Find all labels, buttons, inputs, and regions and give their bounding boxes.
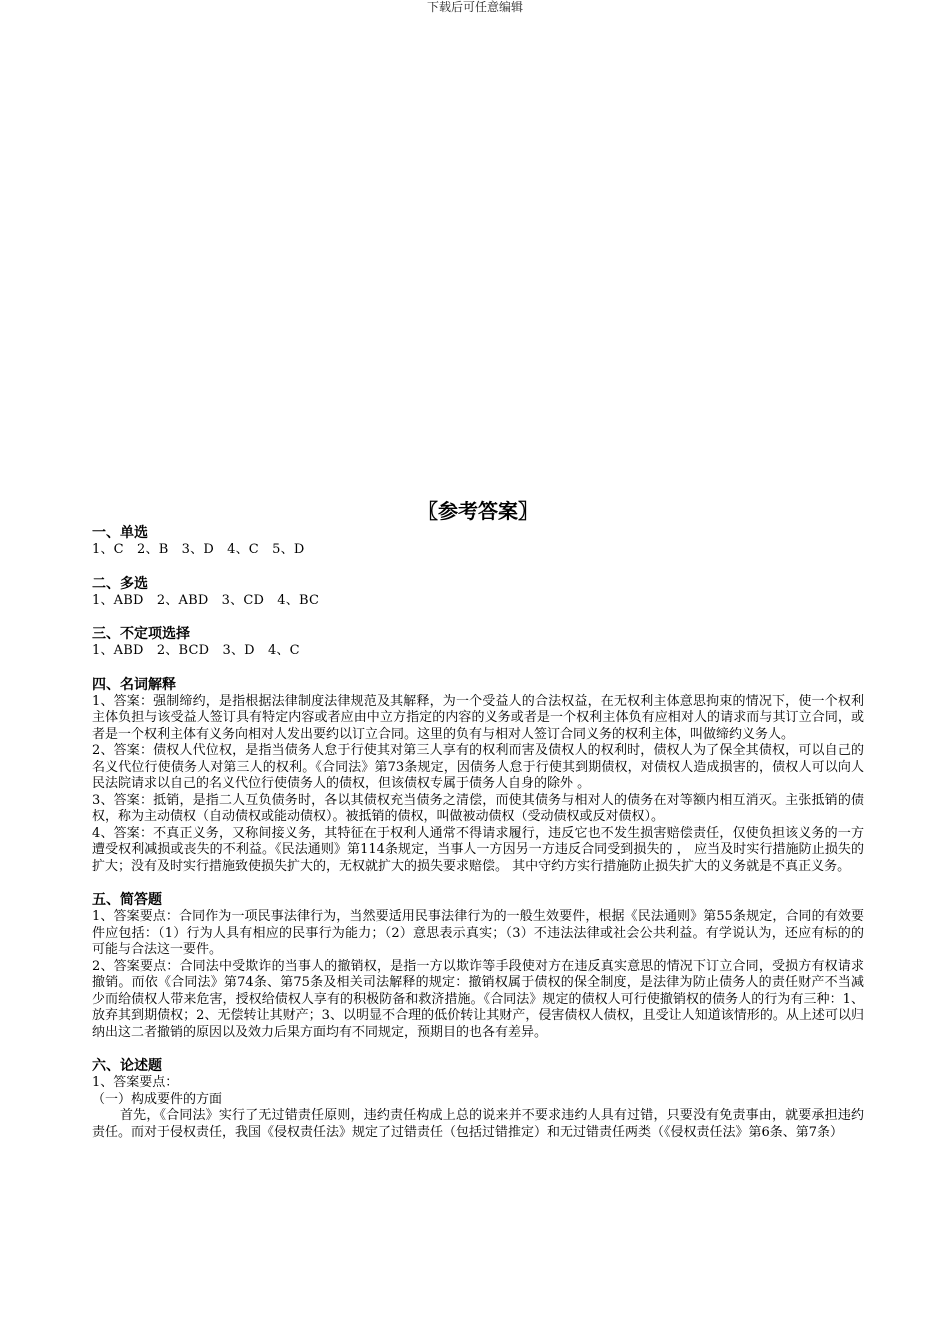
section-heading: 五、简答题 — [92, 892, 162, 908]
answer-paragraph: 2、答案：债权人代位权，是指当债务人怠于行使其对第三人享有的权利而害及债权人的权利时，债权人为了保全其债权，可以自己的名义代位行使债务人对第三人的权利。《合同法》第73条规定，因债务人怠于行使其到期债权，对债权人造成损害的，债权人可以向人民法院请求以自己的名义代位行使债务人的债权，但该债权专属于债务人自身的除外 。 — [92, 743, 864, 791]
subsection-heading: （一）构成要件的方面 — [92, 1091, 223, 1107]
section-single-choice — [92, 525, 864, 559]
answer-paragraph: 2、答案要点：合同法中受欺诈的当事人的撤销权，是指一方以欺诈等手段使对方在违反真实意思的情况下订立合同，受损方有权请求撤销。而依《合同法》第74条、第75条及相关司法解释的规定：撤销权属于债权的保全制度，是法律为防止债务人的责任财产不当减少而给债权人带来危害，授权给债权人享有的积极防备和救济措施。《合同法》规定的债权人可行使撤销权的债务人的行为有三种：1、放弃其到期债权；2、无偿转让其财产；3、以明显不合理的低价转让其财产，侵害债权人债权，且受让人知道该情形的。从上述可以归纳出这二者撤销的原因以及效力后果方面均有不同规定，预期目的也各有差异。 — [92, 958, 864, 1040]
answer-paragraph: 1、答案要点：合同作为一项民事法律行为，当然要适用民事法律行为的一般生效要件，根据《民法通则》第55条规定，合同的有效要件应包括：（1）行为人具有相应的民事行为能力；（2）意思表示真实；（3）不违法法律或社会公共利益。有学说认为，还应有标的的可能与合法这一要件。 — [92, 909, 864, 957]
answer-paragraph: 3、答案：抵销，是指二人互负债务时，各以其债权充当债务之清偿，而使其债务与相对人的债务在对等额内相互消灭。主张抵销的债权，称为主动债权（自动债权或能动债权）。被抵销的债权，叫做被动债权（受动债权或反对债权）。 — [92, 792, 864, 824]
section-heading: 四、名词解释 — [92, 676, 176, 693]
document-title: 〖参考答案〗 — [418, 499, 538, 523]
section-short-answer — [92, 892, 864, 1041]
answer-paragraph: 首先，《合同法》实行了无过错责任原则，违约责任构成上总的说来并不要求违约人具有过错，只要没有免责事由，就要承担违约责任。而对于侵权责任，我国《侵权责任法》规定了过错责任（包括过错推定）和无过错责任两类（《侵权责任法》第6条、第7条） — [92, 1108, 864, 1140]
section-essay — [92, 1058, 864, 1141]
section-heading: 二、多选 — [92, 575, 148, 592]
answer-line: 1、ABD 2、ABD 3、CD 4、BC — [92, 592, 320, 608]
section-heading: 六、论述题 — [92, 1058, 162, 1074]
section-multiple-choice — [92, 576, 864, 610]
section-term-explanation — [92, 677, 864, 876]
section-heading: 一、单选 — [92, 525, 148, 541]
answer-line: 1、ABD 2、BCD 3、D 4、C — [92, 643, 300, 658]
answer-paragraph: 1、答案：强制缔约，是指根据法律制度法律规范及其解释，为一个受益人的合法权益，在无权利主体意思拘束的情况下，使一个权利主体负担与该受益人签订具有特定内容或者应由中立方指定的内容的义务或者是一个权利主体负有应相对人的请求而与其订立合同，或者是一个权利主体有义务向相对人发出要约以订立合同。这里的负有与相对人签订合同义务的权利主体，叫做缔约义务人。 — [92, 693, 864, 742]
document-body — [92, 497, 864, 1158]
answer-line: 1、C 2、B 3、D 4、C 5、D — [92, 542, 305, 557]
answer-intro: 1、答案要点： — [92, 1075, 179, 1090]
page-header: 下载后可任意编辑 — [426, 0, 523, 14]
answer-paragraph: 4、答案：不真正义务，又称间接义务，其特征在于权利人通常不得请求履行，违反它也不发生损害赔偿责任，仅使负担该义务的一方遭受权利减损或丧失的不利益。《民法通则》第114条规定，当事人一方因另一方违反合同受到损失的 ， 应当及时实行措施防止损失的扩大；没有及时实行措施致使损失扩大的，无权就扩大的损失要求赔偿。 其中守约方实行措施防止损失扩大的义务就是不真正义务。 — [92, 825, 864, 874]
section-heading: 三、不定项选择 — [92, 626, 190, 642]
section-indefinite-choice — [92, 626, 864, 660]
